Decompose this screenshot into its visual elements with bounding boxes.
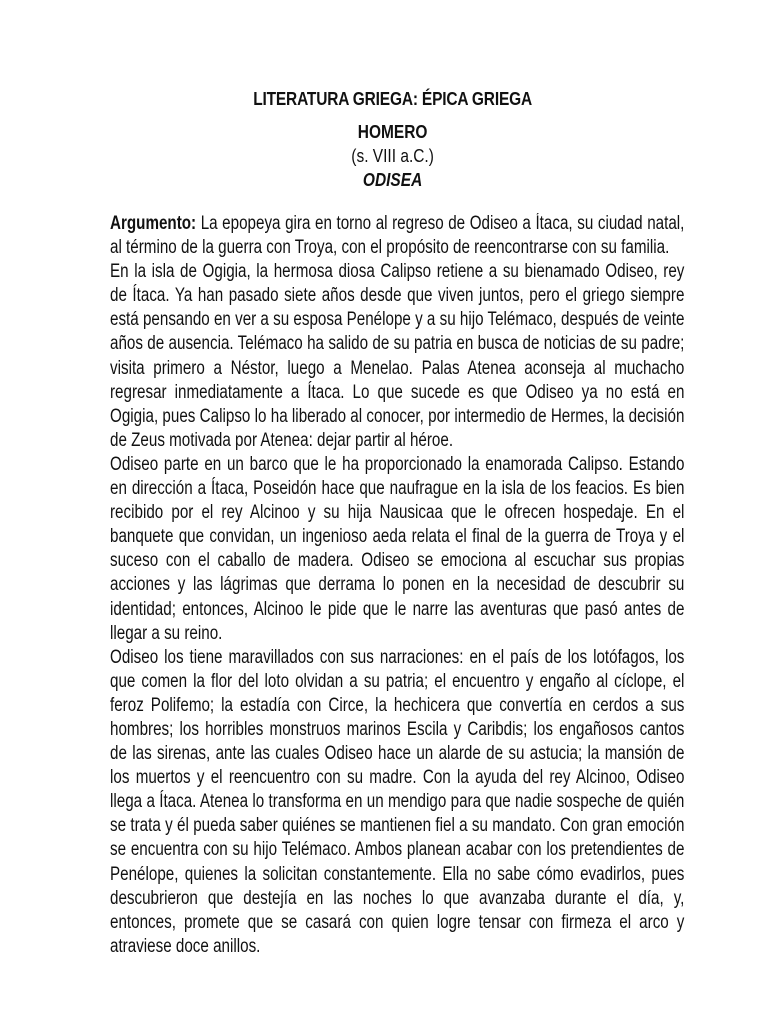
document-title: LITERATURA GRIEGA: ÉPICA GRIEGA xyxy=(253,89,532,109)
argument-paragraph-1 xyxy=(110,212,684,260)
argument-paragraph-3: Odiseo parte en un barco que le ha proporcionado la enamorada Calipso. Estando en dirección a Ítaca, Poseidón hace que naufrague en la isla de los feacios. Es bien recibido por el rey Alcinoo y su hija Nausicaa que le ofrecen hospedaje. En el banquete que convidan, un ingenioso aeda relata el final de la guerra de Troya y el suceso con el caballo de madera. Odiseo se emociona al escuchar sus propias acciones y las lágrimas que derrama lo ponen en la necesidad de descubrir su identidad; entonces, Alcinoo le pide que le narre las aventuras que pasó antes de llegar a su reino. xyxy=(110,453,685,644)
work-info xyxy=(0,120,768,192)
argument-paragraph-2: En la isla de Ogigia, la hermosa diosa Calipso retiene a su bienamado Odiseo, rey de Ítaca. Ya han pasado siete años desde que viven juntos, pero el griego siempre está pensando en ver a su esposa Penélope y a su hijo Telémaco, después de veinte años de ausencia. Telémaco ha salido de su patria en busca de noticias de su padre; visita primero a Néstor, luego a Menelao. Palas Atenea aconseja al muchacho regresar inmediatamente a Ítaca. Lo que sucede es que Odiseo ya no está en Ogigia, pues Calipso lo ha liberado al conocer, por intermedio de Hermes, la decisión de Zeus motivada por Atenea: dejar partir al héroe. xyxy=(110,261,685,451)
author-name: HOMERO xyxy=(357,122,428,142)
document-header xyxy=(0,86,768,112)
argument-paragraph-4: Odiseo los tiene maravillados con sus narraciones: en el país de los lotófagos, los que comen la flor del loto olvidan a su patria; el encuentro y engaño al cíclope, el feroz Polifemo; la estadía con Circe, la hechicera que convertía en cerdos a sus hombres; los horribles monstruos marinos Escila y Caribdis; los engañosos cantos de las sirenas, ante las cuales Odiseo hace un alarde de su astucia; la mansión de los muertos y el reencuentro con su madre. Con la ayuda del rey Alcinoo, Odiseo llega a Ítaca. Atenea lo transforma en un mendigo para que nadie sospeche de quién se trata y él pueda saber quiénes se mantienen fiel a su mandato. Con gran emoción se encuentra con su hijo Telémaco. Ambos planean acabar con los pretendientes de Penélope, quienes la solicitan constantemente. Ella no sabe cómo evadirlos, pues descubrieron que destejía en las noches lo que avanzaba durante el día, y, entonces, promete que se casará con quien logre tensar con firmeza el arco y atraviese doce anillos. xyxy=(110,646,685,957)
argument-section xyxy=(110,212,684,959)
paragraph-text: La epopeya gira en torno al regreso de Odiseo a Ítaca, su ciudad natal, al término de la guerra con Troya, con el propósito de reencontrarse con su familia. xyxy=(110,213,685,259)
work-title: ODISEA xyxy=(362,170,423,190)
argument-label: Argumento: xyxy=(110,213,197,234)
author-date: (s. VIII a.C.) xyxy=(351,146,434,166)
